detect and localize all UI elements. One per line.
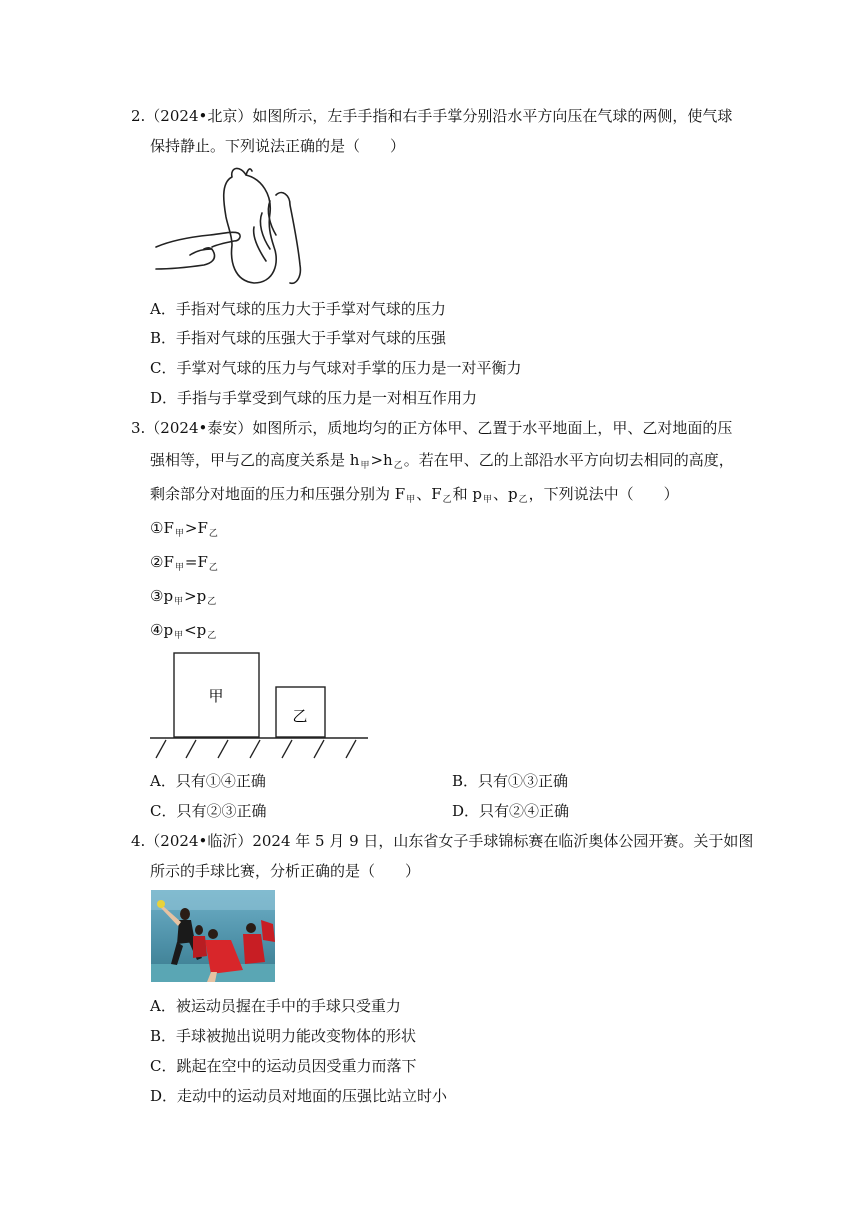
q2-option-c: C．手掌对气球的压力与气球对手掌的压力是一对平衡力: [150, 359, 522, 377]
q2-option-b: B．手指对气球的压强大于手掌对气球的压强: [150, 329, 447, 347]
q2-option-d: D．手指与手掌受到气球的压力是一对相互作用力: [150, 389, 478, 407]
q3-option-a: A．只有①④正确: [150, 772, 266, 790]
cube-yi-label: 乙: [292, 707, 308, 725]
q3-statement-1: $①F_甲>F_乙$: [150, 519, 218, 539]
cube-jia-label: 甲: [208, 687, 224, 705]
q4-stem-line2: 所示的手球比赛，分析正确的是（ ）: [150, 862, 421, 880]
q3-option-b: B．只有①③正确: [452, 772, 569, 790]
q2-stem-line1: 2.（2024•北京）如图所示，左手手指和右手手掌分别沿水平方向压在气球的两侧，使气球: [131, 107, 733, 125]
q3-stem-line3: 剩余部分对地面的压力和压强分别为 $F_甲$、$F_乙$和 $p_甲$、$p_乙$，下列说法中（ ）: [150, 485, 679, 505]
q3-statement-3: $③p_甲>p_乙$: [150, 587, 217, 607]
q3-option-c: C．只有②③正确: [150, 802, 267, 820]
q3-stem-line2: 强相等，甲与乙的高度关系是 $h_甲>h_乙$。若在甲、乙的上部沿水平方向切去相同的高度，: [150, 451, 734, 471]
cubes-figure: [150, 650, 372, 762]
q2-stem-line2: 保持静止。下列说法正确的是（ ）: [150, 137, 406, 155]
q4-option-d: D．走动中的运动员对地面的压强比站立时小: [150, 1087, 448, 1105]
q4-option-b: B．手球被抛出说明力能改变物体的形状: [150, 1027, 417, 1045]
handball-photo: [151, 890, 275, 982]
q3-statement-2: $②F_甲=F_乙$: [150, 553, 218, 573]
q4-option-c: C．跳起在空中的运动员因受重力而落下: [150, 1057, 417, 1075]
balloon-hand-figure: [150, 165, 310, 290]
q4-stem-line1: 4.（2024•临沂）2024 年 5 月 9 日，山东省女子手球锦标赛在临沂奥体公园开赛。关于如图: [131, 832, 754, 850]
q2-option-a: A．手指对气球的压力大于手掌对气球的压力: [150, 300, 446, 318]
q3-stem-line1: 3.（2024•泰安）如图所示，质地均匀的正方体甲、乙置于水平地面上，甲、乙对地面的压: [131, 419, 733, 437]
q4-option-a: A．被运动员握在手中的手球只受重力: [150, 997, 401, 1015]
q3-option-d: D．只有②④正确: [452, 802, 570, 820]
q3-statement-4: $④p_甲<p_乙$: [150, 621, 217, 641]
